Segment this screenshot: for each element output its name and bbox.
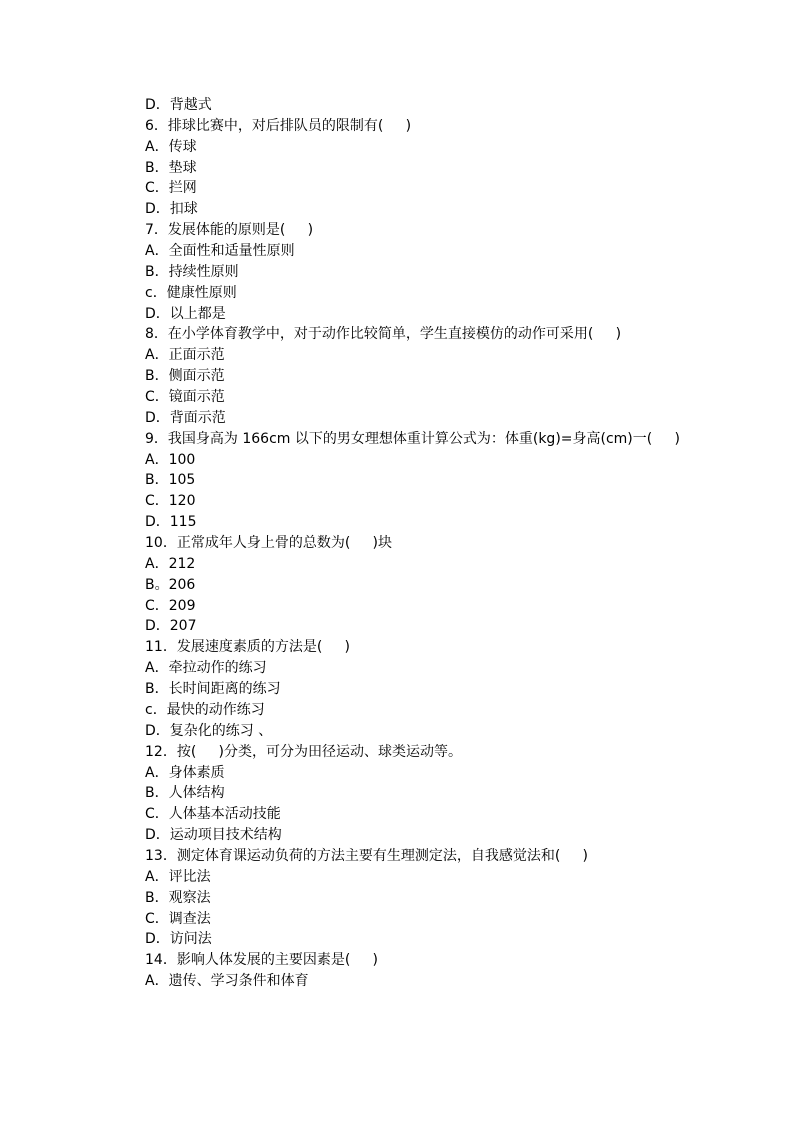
option-line: C．拦网 (145, 180, 197, 197)
option-line: D．复杂化的练习 、 (145, 722, 273, 739)
question-stem: 7．发展体能的原则是( ) (145, 222, 314, 239)
option-line: C．120 (145, 493, 196, 510)
option-line: A．100 (145, 451, 196, 468)
option-line: B．垫球 (145, 159, 197, 176)
option-line: D．以上都是 (145, 305, 226, 322)
option-line: A．评比法 (145, 868, 211, 885)
option-line: C．镜面示范 (145, 389, 225, 406)
option-line: B．长时间距离的练习 (145, 681, 281, 698)
option-line: C．人体基本活动技能 (145, 806, 281, 823)
exam-text-block (145, 95, 680, 992)
option-line: C．调查法 (145, 910, 211, 927)
option-line: B．侧面示范 (145, 368, 225, 385)
option-line: B．105 (145, 472, 196, 489)
option-line: D．背面示范 (145, 409, 226, 426)
option-line: A．传球 (145, 138, 197, 155)
option-line: A．牵拉动作的练习 (145, 660, 267, 677)
option-line: B．人体结构 (145, 785, 225, 802)
option-line: c．健康性原则 (145, 284, 237, 301)
question-stem: 12．按( )分类，可分为田径运动、球类运动等。 (145, 743, 462, 760)
question-stem: 6．排球比赛中，对后排队员的限制有( ) (145, 117, 412, 134)
option-line: B．持续性原则 (145, 263, 239, 280)
option-line: C．209 (145, 597, 196, 614)
option-line: A．212 (145, 555, 196, 572)
question-stem: 10．正常成年人身上骨的总数为( )块 (145, 535, 392, 552)
option-line: B。206 (145, 576, 196, 593)
option-line: D．207 (145, 618, 197, 635)
question-stem: 11．发展速度素质的方法是( ) (145, 639, 350, 656)
option-line: A．遗传、学习条件和体育 (145, 973, 309, 990)
option-line: D．扣球 (145, 201, 198, 218)
option-line: A．正面示范 (145, 347, 225, 364)
option-line: D．背越式 (145, 97, 212, 113)
question-stem: 13．测定体育课运动负荷的方法主要有生理测定法，自我感觉法和( ) (145, 847, 588, 864)
option-line: D．运动项目技术结构 (145, 827, 282, 844)
option-line: D．115 (145, 514, 197, 531)
option-line: A．身体素质 (145, 764, 225, 781)
option-line: B．观察法 (145, 889, 211, 906)
question-stem: 14．影响人体发展的主要因素是( ) (145, 952, 378, 969)
question-stem: 9．我国身高为 166cm 以下的男女理想体重计算公式为：体重(kg)=身高(cm)一( ) (145, 430, 680, 447)
question-stem: 8．在小学体育教学中，对于动作比较简单，学生直接模仿的动作可采用( ) (145, 326, 622, 343)
option-line: D．访问法 (145, 931, 212, 948)
option-line: c．最快的动作练习 (145, 701, 265, 718)
option-line: A．全面性和适量性原则 (145, 243, 295, 260)
